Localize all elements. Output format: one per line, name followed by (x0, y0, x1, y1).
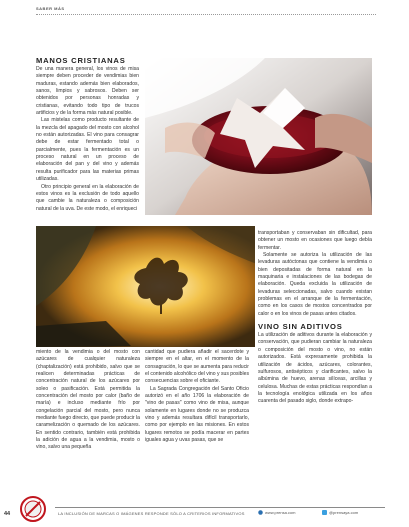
footer-disclaimer: LA INCLUSIÓN DE MARCAS O IMÁGENES RESPONDE SÓLO A CRITERIOS INFORMATIVOS (58, 511, 245, 516)
heading-vino-sin-aditivos: VINO SIN ADITIVOS (258, 322, 343, 332)
website-text: www.prensa.com (265, 510, 296, 515)
section-tag: SABER MÁS (36, 6, 65, 11)
stop-sign-icon (20, 496, 46, 522)
column-1 (36, 56, 139, 213)
col2-paragraph-2: La Sagrada Congregación del Santo Oficio autorizó en el año 1706 la elaboración de "vino de pasas" como vino de misa, aunque solamente en lugares donde no se produzca vino y además resultara difícil transportarlo, como por ejemplo en las misiones. En estos lugares remotos se podía macerar en partes iguales agua y uvas pasas, que se (145, 385, 249, 444)
photo-grape-leaf (36, 226, 262, 347)
heading-manos-cristianas: MANOS CRISTIANAS (36, 56, 126, 65)
footer-rule (55, 507, 385, 508)
footer-twitter[interactable] (322, 510, 358, 515)
col1-paragraph-3-continued: miento de la vendimia o del mosto con azúcares de cualquier naturaleza (chaptalización) está prohibido, salvo que se realicen determinadas prácticas de concentración natural de los azúcares por soleo o pasificación. Está permitida la concentración del mosto por calor (baño de maría) e incluso mediante frío por congelación parcial del mosto, pero nunca mediante fuego directo, que puede producir la caramelización o quemado de los azúcares. En sentido contrario, también está prohibida la adición de agua a la vendimia, mosto o vino, salvo una pequeña (36, 349, 140, 451)
col1-paragraph-1: De una manera general, los vinos de misa siempre deben proceder de vendimias bien maduras, estando además bien elaborados, sanos, limpios y sabrosos. Deben ser obtenidos por personas honradas y cristianas, evitando todo tipo de trucos artificios y de la forma más natural posible. (36, 66, 139, 117)
col3-paragraph-3: La utilización de aditivos durante la elaboración y conservación, que pudieran cambiar la naturaleza o composición del mosto o vino, no están autorizados. Está expresamente prohibida la utilización de ácidos, azúcares, colorantes, sulfurosos, antisépticos y clarificantes, salvo la albúmina de huevo, arenas silíceas, arcillas y celulosa. Muchas de estas prácticas respondían a la tecnología enológica utilizada en los años cuarenta del pasado siglo, donde extrapo- (258, 332, 372, 405)
column-2 (145, 349, 249, 444)
col1-paragraph-3: Otro principio general en la elaboración de estos vinos es la exclusión de todo aquello que cambie la naturaleza o composición natural de la uva. De este modo, el enriqueci (36, 183, 139, 212)
page-number: 44 (4, 511, 11, 517)
column-3 (258, 230, 372, 406)
col3-paragraph-2: Solamente se autoriza la utilización de las levaduras autóctonas que contiene la vendimia o bien depositadas de forma natural en la maquinaria e instalaciones de las bodegas de elaboración. Queda excluida la utilización de levaduras seleccionadas, salvo cuando existan problemas en el arranque de la fermentación, como en los casos de mostos concentrados por calor o en los vinos de pasas antes citados. (258, 252, 372, 317)
col2-paragraph-1: cantidad que pudiera añadir el sacerdote y siempre en el altar, en el momento de la consagración, lo que se aumenta para reducir el contenido alcohólico del vino y sus posibles consecuencias sobre el oficiante. (145, 349, 249, 385)
photo-chalice-wine (145, 58, 372, 215)
twitter-text: @prensaya.com (329, 510, 359, 515)
col3-paragraph-1: transportaban y conservaban sin dificultad, para obtener un mosto en ocasiones que luego debía fermentar. (258, 230, 372, 251)
twitter-icon (322, 510, 327, 515)
column-1-continued (36, 349, 140, 452)
col1-paragraph-2: Las mistelas como producto resultante de la mezcla del apagado del mosto con alcohol no están autorizadas. El vino para consagrar debe de estar fermentado total o parcialmente, pues la fermentación es un proceso natural en un proceso de elaboración del pan y del vino y además resulta purificador para las materias primas utilizadas. (36, 117, 139, 183)
globe-icon (258, 510, 263, 515)
footer-website[interactable] (258, 510, 295, 515)
top-rule (36, 14, 376, 15)
